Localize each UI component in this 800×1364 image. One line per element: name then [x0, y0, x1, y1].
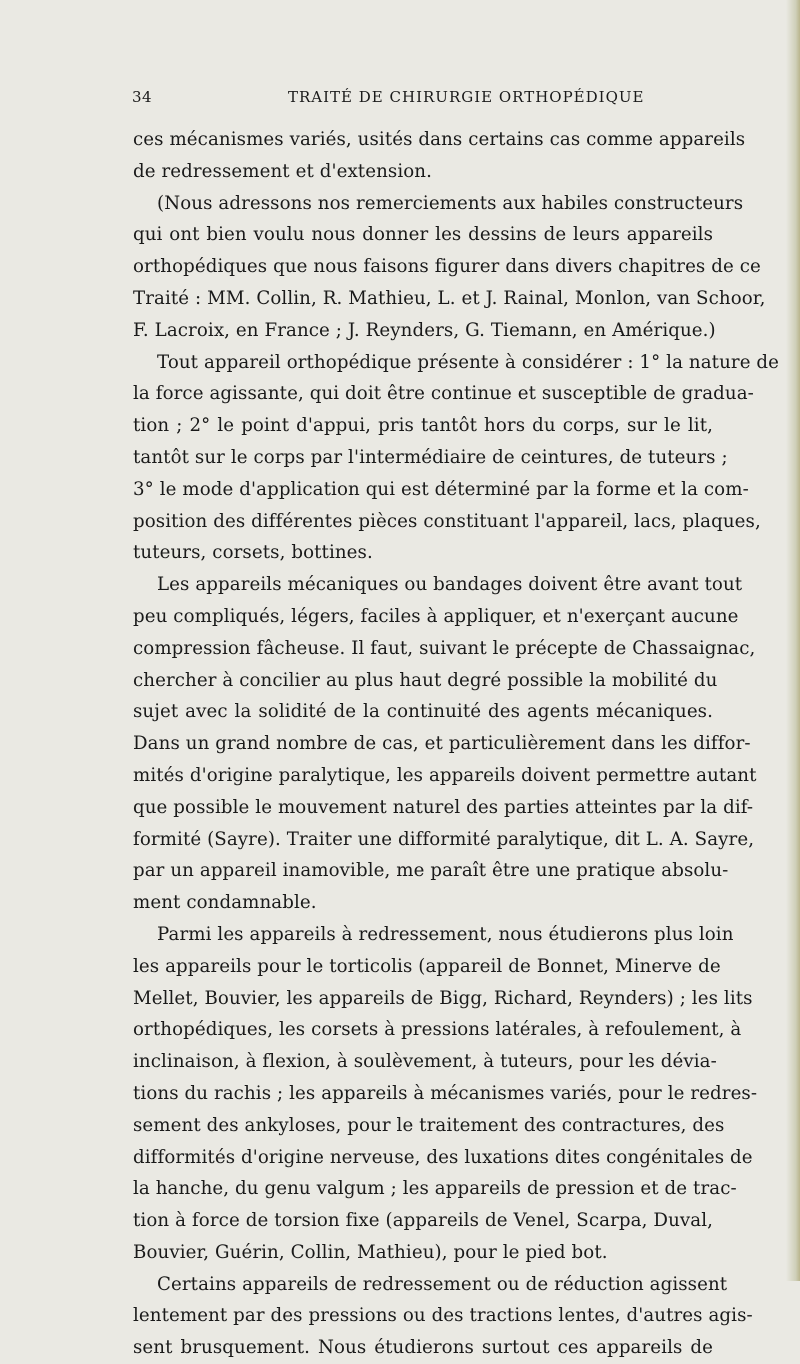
text-line: (Nous adressons nos remerciements aux habiles constructeurs [157, 192, 744, 214]
text-line: difformités d'origine nerveuse, des luxations dites congénitales de [133, 1146, 753, 1168]
text-line: Bouvier, Guérin, Collin, Mathieu), pour le pied bot. [133, 1241, 608, 1263]
text-line: tion ; 2° le point d'appui, pris tantôt hors du corps, sur le lit, [133, 415, 713, 437]
text-line: ment condamnable. [133, 892, 317, 914]
text-line: par un appareil inamovible, me paraît être une pratique absolu- [133, 860, 729, 882]
text-line: que possible le mouvement naturel des parties atteintes par la dif- [133, 796, 754, 818]
text-line: les appareils pour le torticolis (appareil de Bonnet, Minerve de [133, 955, 721, 977]
text-line: Les appareils mécaniques ou bandages doivent être avant tout [157, 574, 743, 596]
text-line: Tout appareil orthopédique présente à considérer : 1° la nature de [157, 351, 780, 373]
page-header [0, 88, 800, 112]
text-line: inclinaison, à flexion, à soulèvement, à tuteurs, pour les dévia- [133, 1051, 717, 1073]
text-line: tions du rachis ; les appareils à mécanismes variés, pour le redres- [133, 1082, 758, 1104]
text-line: ces mécanismes variés, usités dans certains cas comme appareils [133, 129, 746, 150]
text-line: tion à force de torsion fixe (appareils de Venel, Scarpa, Duval, [133, 1210, 713, 1232]
text-line: orthopédiques que nous faisons figurer dans divers chapitres de ce [133, 256, 761, 278]
text-line: tantôt sur le corps par l'intermédiaire de ceintures, de tuteurs ; [133, 446, 728, 468]
text-line: Traité : MM. Collin, R. Mathieu, L. et J. Rainal, Monlon, van Schoor, [133, 287, 766, 309]
body-text [133, 124, 780, 1364]
text-line: peu compliqués, légers, faciles à appliquer, et n'exerçant aucune [133, 605, 739, 627]
text-line: 3° le mode d'application qui est déterminé par la forme et la com- [133, 478, 749, 500]
text-line: sujet avec la solidité de la continuité des agents mécaniques. [133, 701, 713, 723]
text-line: la force agissante, qui doit être continue et susceptible de gradua- [133, 383, 754, 405]
text-line: Dans un grand nombre de cas, et particulièrement dans les diffor- [133, 733, 751, 755]
text-line: sement des ankyloses, pour le traitement des contractures, des [133, 1114, 725, 1136]
text-line: orthopédiques, les corsets à pressions latérales, à refoulement, à [133, 1019, 742, 1041]
text-line: mités d'origine paralytique, les appareils doivent permettre autant [133, 764, 757, 786]
text-line: de redressement et d'extension. [133, 160, 432, 182]
text-line: formité (Sayre). Traiter une difformité paralytique, dit L. A. Sayre, [133, 828, 755, 850]
text-line: position des différentes pièces constituant l'appareil, lacs, plaques, [133, 510, 761, 532]
running-title: TRAITÉ DE CHIRURGIE ORTHOPÉDIQUE [288, 88, 645, 106]
text-line: Parmi les appareils à redressement, nous étudierons plus loin [157, 923, 734, 945]
text-line: chercher à concilier au plus haut degré possible la mobilité du [133, 669, 718, 691]
text-line: Certains appareils de redressement ou de réduction agissent [157, 1273, 728, 1295]
text-line: Mellet, Bouvier, les appareils de Bigg, Richard, Reynders) ; les lits [133, 987, 753, 1009]
text-line: la hanche, du genu valgum ; les appareils de pression et de trac- [133, 1178, 737, 1200]
page-edge-shadow [786, 0, 800, 1281]
page-number: 34 [132, 88, 153, 106]
text-line: compression fâcheuse. Il faut, suivant le précepte de Chassaignac, [133, 637, 756, 659]
text-line: sent brusquement. Nous étudierons surtout ces appareils de [133, 1337, 713, 1359]
text-line: qui ont bien voulu nous donner les dessins de leurs appareils [133, 224, 713, 246]
text-line: tuteurs, corsets, bottines. [133, 542, 373, 564]
text-line: lentement par des pressions ou des tractions lentes, d'autres agis- [133, 1305, 753, 1327]
text-line: F. Lacroix, en France ; J. Reynders, G. Tiemann, en Amérique.) [133, 319, 716, 341]
